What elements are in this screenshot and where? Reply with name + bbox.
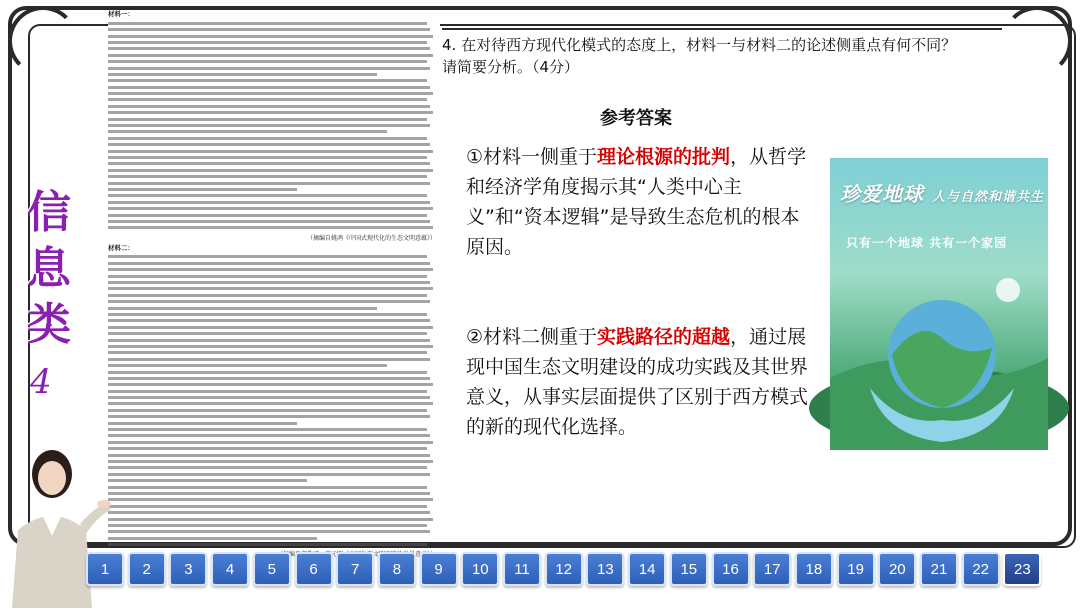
document-text-line (108, 28, 430, 31)
document-text-line (108, 383, 433, 386)
document-text-line (108, 137, 427, 140)
material-one-source: （摘编自姚鸿《中国式现代化的生态文明意蕴》） (306, 234, 436, 242)
document-text-line (108, 226, 433, 229)
document-text-line (108, 460, 433, 463)
page-button-4[interactable]: 4 (211, 552, 249, 586)
document-text-line (108, 447, 427, 450)
document-text-line (108, 377, 430, 380)
answer-1-suffix: ，从哲学和经济学角度揭示其“人类中心主义”和“资本逻辑”是导致生态危机的根本原因。 (466, 146, 807, 258)
answer-1-prefix: ①材料一侧重于 (466, 146, 598, 168)
page-button-2[interactable]: 2 (128, 552, 166, 586)
material-two-text (108, 255, 440, 546)
document-text-line (108, 543, 427, 546)
answer-point-1 (466, 142, 816, 262)
document-text-line (108, 169, 433, 172)
document-text-line (108, 86, 430, 89)
document-text-line (108, 294, 427, 297)
document-text-line (108, 415, 430, 418)
poster-title-tail: 人与自然和谐共生 (931, 190, 1044, 205)
answer-2-highlight: 实践路径的超越 (597, 326, 731, 348)
document-text-line (108, 182, 430, 185)
document-text-line (108, 339, 430, 342)
document-text-line (108, 41, 427, 44)
document-text-line (108, 409, 427, 412)
document-text-line (108, 150, 433, 153)
document-text-line (108, 319, 430, 322)
page-button-19[interactable]: 19 (837, 552, 875, 586)
document-text-line (108, 313, 427, 316)
page-button-5[interactable]: 5 (253, 552, 291, 586)
answer-1-highlight: 理论根源的批判 (597, 146, 731, 168)
document-text-line (108, 275, 427, 278)
document-text-line (108, 441, 433, 444)
poster-subtitle: 只有一个地球 共有一个家园 (846, 236, 1008, 250)
document-text-line (108, 220, 430, 223)
document-text-line (108, 73, 377, 76)
answer-point-2 (466, 322, 816, 442)
document-text-line (108, 428, 427, 431)
page-button-16[interactable]: 16 (712, 552, 750, 586)
material-document (108, 10, 440, 538)
document-text-line (108, 364, 387, 367)
page-button-22[interactable]: 22 (962, 552, 1000, 586)
material-one-heading: 材料一： (108, 10, 134, 18)
page-button-18[interactable]: 18 (795, 552, 833, 586)
document-text-line (108, 105, 430, 108)
side-category-number: 4 (30, 362, 52, 402)
document-text-line (108, 281, 430, 284)
document-text-line (108, 498, 433, 501)
document-text-line (108, 175, 427, 178)
page-button-7[interactable]: 7 (336, 552, 374, 586)
answer-title: 参考答案 (600, 108, 672, 129)
document-text-line (108, 505, 427, 508)
document-text-line (108, 188, 297, 191)
document-text-line (108, 332, 427, 335)
material-two-heading: 材料二： (108, 243, 134, 252)
question-text: 4. 在对待西方现代化模式的态度上，材料一与材料二的论述侧重点有何不同？请简要分析。（4分） (442, 36, 957, 76)
page-button-21[interactable]: 21 (920, 552, 958, 586)
page-button-3[interactable]: 3 (169, 552, 207, 586)
document-text-line (108, 194, 427, 197)
page-button-8[interactable]: 8 (378, 552, 416, 586)
document-text-line (108, 479, 307, 482)
document-text-line (108, 492, 430, 495)
question-divider (442, 28, 1002, 30)
document-text-line (108, 422, 297, 425)
document-text-line (108, 466, 427, 469)
document-text-line (108, 111, 433, 114)
answer-2-prefix: ②材料二侧重于 (466, 326, 598, 348)
page-button-20[interactable]: 20 (878, 552, 916, 586)
page-button-15[interactable]: 15 (670, 552, 708, 586)
document-text-line (108, 130, 387, 133)
document-text-line (108, 262, 430, 265)
earth-hands-illustration (830, 158, 1048, 450)
document-text-line (108, 518, 433, 521)
document-text-line (108, 98, 427, 101)
document-text-line (108, 79, 427, 82)
side-category-title: 信息类 (27, 187, 71, 350)
document-text-line (108, 162, 430, 165)
document-text-line (108, 67, 430, 70)
earth-poster-image (830, 158, 1048, 450)
document-text-line (108, 92, 433, 95)
document-text-line (108, 326, 433, 329)
document-text-line (108, 35, 433, 38)
document-text-line (108, 143, 430, 146)
document-text-line (108, 390, 427, 393)
document-text-line (108, 396, 430, 399)
document-text-line (108, 473, 430, 476)
document-text-line (108, 486, 427, 489)
document-text-line (108, 60, 427, 63)
document-text-line (108, 402, 433, 405)
page-button-17[interactable]: 17 (753, 552, 791, 586)
corner-swirl-decoration (1002, 6, 1072, 76)
document-text-line (108, 287, 433, 290)
material-one-text (108, 22, 440, 230)
page-button-13[interactable]: 13 (586, 552, 624, 586)
corner-swirl-decoration (8, 6, 78, 76)
page-button-1[interactable]: 1 (86, 552, 124, 586)
page-button-6[interactable]: 6 (295, 552, 333, 586)
document-text-line (108, 124, 430, 127)
document-text-line (108, 345, 433, 348)
document-text-line (108, 201, 430, 204)
document-text-line (108, 214, 427, 217)
document-text-line (108, 47, 430, 50)
document-text-line (108, 537, 317, 540)
page-button-23[interactable]: 23 (1003, 552, 1041, 586)
document-text-line (108, 300, 430, 303)
document-text-line (108, 118, 427, 121)
page-button-12[interactable]: 12 (545, 552, 583, 586)
page-navigation-bar (86, 550, 1056, 590)
document-text-line (108, 22, 427, 25)
document-text-line (108, 358, 430, 361)
document-text-line (108, 524, 427, 527)
document-text-line (108, 307, 377, 310)
document-text-line (108, 268, 433, 271)
document-text-line (108, 530, 430, 533)
document-text-line (108, 351, 427, 354)
page-button-14[interactable]: 14 (628, 552, 666, 586)
document-text-line (108, 255, 427, 258)
poster-title-main: 珍爱地球 (840, 182, 924, 206)
page-button-9[interactable]: 9 (420, 552, 458, 586)
document-text-line (108, 371, 427, 374)
document-text-line (108, 454, 430, 457)
document-text-line (108, 207, 433, 210)
document-text-line (108, 54, 433, 57)
document-text-line (108, 434, 430, 437)
answer-2-suffix: ，通过展现中国生态文明建设的成功实践及其世界意义，从事实层面提供了区别于西方模式的新的现代化选择。 (466, 326, 809, 438)
document-text-line (108, 156, 427, 159)
page-button-11[interactable]: 11 (503, 552, 541, 586)
document-text-line (108, 511, 430, 514)
page-button-10[interactable]: 10 (461, 552, 499, 586)
